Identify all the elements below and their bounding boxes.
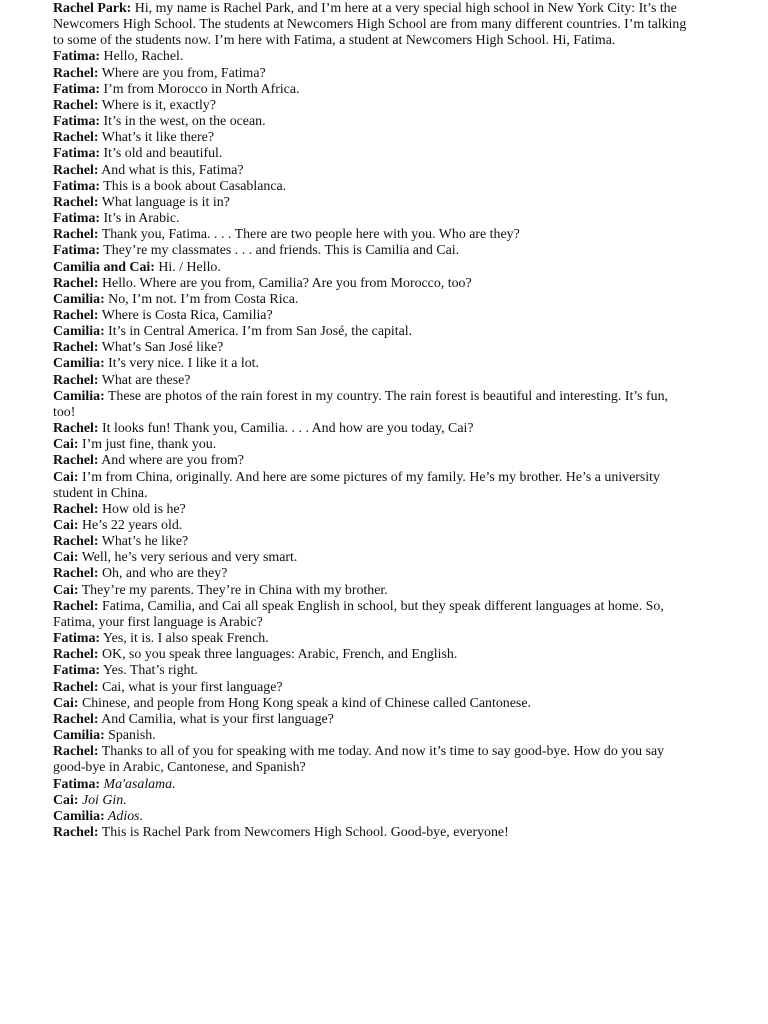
dialogue-text: Hi. / Hello. <box>154 259 221 275</box>
speaker-name: Fatima: <box>53 146 101 162</box>
dialogue-line <box>53 793 693 809</box>
dialogue-text: And where are you from? <box>98 453 244 469</box>
speaker-name: Rachel: <box>53 307 99 323</box>
speaker-name: Rachel: <box>53 566 99 582</box>
dialogue-text: Thanks to all of you for speaking with me today. And now it’s time to say good-bye. How do you say good-bye in Arabic, Cantonese, and Spanish? <box>53 744 665 776</box>
dialogue-text: Ma'asalama. <box>100 776 176 792</box>
speaker-name: Rachel: <box>53 744 99 760</box>
dialogue-line <box>53 1 693 49</box>
dialogue-line <box>53 502 693 518</box>
dialogue-text: Cai, what is your first language? <box>98 679 283 695</box>
dialogue-line <box>53 356 693 372</box>
dialogue-line <box>53 550 693 566</box>
speaker-name: Rachel: <box>53 679 99 695</box>
dialogue-line <box>53 324 693 340</box>
dialogue-text: It’s in Arabic. <box>100 211 180 227</box>
speaker-name: Camilia: <box>53 324 105 340</box>
dialogue-text: Thank you, Fatima. . . . There are two people here with you. Who are they? <box>98 227 520 243</box>
dialogue-text: I’m from China, originally. And here are some pictures of my family. He’s my brother. He’s a university student in China. <box>53 469 660 501</box>
dialogue-line <box>53 696 693 712</box>
speaker-name: Fatima: <box>53 211 101 227</box>
dialogue-text: What language is it in? <box>98 194 230 210</box>
speaker-name: Fatima: <box>53 631 101 647</box>
dialogue-text: They’re my parents. They’re in China with my brother. <box>78 582 388 598</box>
dialogue-text: Hello, Rachel. <box>100 49 184 65</box>
dialogue-text: Chinese, and people from Hong Kong speak a kind of Chinese called Cantonese. <box>78 695 531 711</box>
speaker-name: Cai: <box>53 582 79 598</box>
dialogue-text: Where is it, exactly? <box>98 97 216 113</box>
dialogue-line <box>53 728 693 744</box>
dialogue-line <box>53 243 693 259</box>
dialogue-line <box>53 437 693 453</box>
dialogue-text: Hi, my name is Rachel Park, and I’m here at a very special high school in New York City: It’s the Newcomers High School. The students at Newcomers High School are from many different countries. I’m talking to some of the students now. I’m here with Fatima, a student at Newcomers High School. Hi, Fatima. <box>53 1 687 49</box>
speaker-name: Rachel: <box>53 824 99 840</box>
speaker-name: Rachel: <box>53 453 99 469</box>
dialogue-text: Adios. <box>104 808 144 824</box>
speaker-name: Rachel: <box>53 65 99 81</box>
dialogue-line <box>53 631 693 647</box>
dialogue-line <box>53 163 693 179</box>
dialogue-line <box>53 49 693 65</box>
dialogue-line <box>53 260 693 276</box>
dialogue-line <box>53 82 693 98</box>
speaker-name: Rachel: <box>53 162 99 178</box>
speaker-name: Cai: <box>53 518 79 533</box>
dialogue-text: I’m just fine, thank you. <box>78 437 217 453</box>
speaker-name: Rachel: <box>53 130 99 146</box>
transcript-page <box>53 1 693 841</box>
dialogue-text: Where are you from, Fatima? <box>98 65 266 81</box>
dialogue-text: Fatima, Camilia, and Cai all speak English in school, but they speak different languages at home. So, Fatima, your first language is Arabic? <box>53 598 664 630</box>
speaker-name: Camilia: <box>53 728 105 744</box>
dialogue-text: How old is he? <box>98 501 186 517</box>
dialogue-line <box>53 276 693 292</box>
speaker-name: Rachel: <box>53 97 99 113</box>
dialogue-line <box>53 825 693 841</box>
speaker-name: Rachel: <box>53 194 99 210</box>
speaker-name: Cai: <box>53 550 79 566</box>
dialogue-line <box>53 744 693 776</box>
dialogue-line <box>53 292 693 308</box>
speaker-name: Fatima: <box>53 114 101 130</box>
speaker-name: Rachel: <box>53 227 99 243</box>
speaker-name: Rachel: <box>53 275 99 291</box>
dialogue-line <box>53 453 693 469</box>
speaker-name: Camilia: <box>53 356 105 372</box>
dialogue-line <box>53 98 693 114</box>
dialogue-line <box>53 583 693 599</box>
dialogue-line <box>53 647 693 663</box>
speaker-name: Cai: <box>53 695 79 711</box>
dialogue-text: I’m from Morocco in North Africa. <box>100 81 300 97</box>
dialogue-line <box>53 308 693 324</box>
dialogue-text: It’s in the west, on the ocean. <box>100 114 266 130</box>
dialogue-line <box>53 179 693 195</box>
dialogue-text: Hello. Where are you from, Camilia? Are you from Morocco, too? <box>98 275 472 291</box>
speaker-name: Fatima: <box>53 243 101 259</box>
dialogue-line <box>53 373 693 389</box>
dialogue-line <box>53 518 693 534</box>
dialogue-text: It’s old and beautiful. <box>100 146 223 162</box>
dialogue-text: These are photos of the rain forest in my country. The rain forest is beautiful and interesting. It’s fun, too! <box>53 388 669 420</box>
dialogue-text: He’s 22 years old. <box>78 518 183 533</box>
dialogue-text: Well, he’s very serious and very smart. <box>78 550 298 566</box>
dialogue-line <box>53 534 693 550</box>
dialogue-line <box>53 227 693 243</box>
speaker-name: Camilia: <box>53 291 105 307</box>
dialogue-text: It looks fun! Thank you, Camilia. . . . And how are you today, Cai? <box>98 421 474 437</box>
dialogue-text: OK, so you speak three languages: Arabic, French, and English. <box>98 647 458 663</box>
dialogue-text: Spanish. <box>104 728 156 744</box>
speaker-name: Cai: <box>53 437 79 453</box>
speaker-name: Rachel Park: <box>53 1 132 16</box>
dialogue-text: This is Rachel Park from Newcomers High School. Good-bye, everyone! <box>98 824 509 840</box>
speaker-name: Fatima: <box>53 81 101 97</box>
speaker-name: Fatima: <box>53 178 101 194</box>
dialogue-line <box>53 146 693 162</box>
dialogue-line <box>53 663 693 679</box>
dialogue-text: Where is Costa Rica, Camilia? <box>98 307 273 323</box>
dialogue-text: And what is this, Fatima? <box>98 162 244 178</box>
dialogue-line <box>53 599 693 631</box>
dialogue-line <box>53 712 693 728</box>
dialogue-line <box>53 195 693 211</box>
speaker-name: Rachel: <box>53 598 99 614</box>
dialogue-text: Yes, it is. I also speak French. <box>100 631 269 647</box>
dialogue-line <box>53 66 693 82</box>
speaker-name: Fatima: <box>53 49 101 65</box>
dialogue-line <box>53 777 693 793</box>
speaker-name: Rachel: <box>53 340 99 356</box>
dialogue-text: No, I’m not. I’m from Costa Rica. <box>104 291 299 307</box>
dialogue-text: Joi Gin. <box>78 792 127 808</box>
speaker-name: Cai: <box>53 469 79 485</box>
dialogue-text: What are these? <box>98 372 191 388</box>
dialogue-line <box>53 680 693 696</box>
speaker-name: Camilia: <box>53 808 105 824</box>
dialogue-text: This is a book about Casablanca. <box>100 178 287 194</box>
dialogue-text: Yes. That’s right. <box>100 663 198 679</box>
speaker-name: Camilia: <box>53 388 105 404</box>
speaker-name: Rachel: <box>53 647 99 663</box>
dialogue-text: They’re my classmates . . . and friends. This is Camilia and Cai. <box>100 243 460 259</box>
speaker-name: Rachel: <box>53 534 99 550</box>
speaker-name: Cai: <box>53 792 79 808</box>
speaker-name: Fatima: <box>53 776 101 792</box>
dialogue-line <box>53 809 693 825</box>
speaker-name: Fatima: <box>53 663 101 679</box>
dialogue-line <box>53 389 693 421</box>
dialogue-line <box>53 114 693 130</box>
dialogue-line <box>53 470 693 502</box>
dialogue-text: What’s San José like? <box>98 340 224 356</box>
dialogue-text: What’s it like there? <box>98 130 214 146</box>
dialogue-line <box>53 421 693 437</box>
speaker-name: Rachel: <box>53 711 99 727</box>
dialogue-text: And Camilia, what is your first language? <box>98 711 334 727</box>
dialogue-text: What’s he like? <box>98 534 189 550</box>
speaker-name: Rachel: <box>53 421 99 437</box>
dialogue-line <box>53 566 693 582</box>
dialogue-text: It’s very nice. I like it a lot. <box>104 356 259 372</box>
speaker-name: Camilia and Cai: <box>53 259 155 275</box>
speaker-name: Rachel: <box>53 372 99 388</box>
dialogue-line <box>53 340 693 356</box>
dialogue-text: Oh, and who are they? <box>98 566 228 582</box>
speaker-name: Rachel: <box>53 501 99 517</box>
dialogue-line <box>53 211 693 227</box>
dialogue-line <box>53 130 693 146</box>
dialogue-text: It’s in Central America. I’m from San José, the capital. <box>104 324 413 340</box>
